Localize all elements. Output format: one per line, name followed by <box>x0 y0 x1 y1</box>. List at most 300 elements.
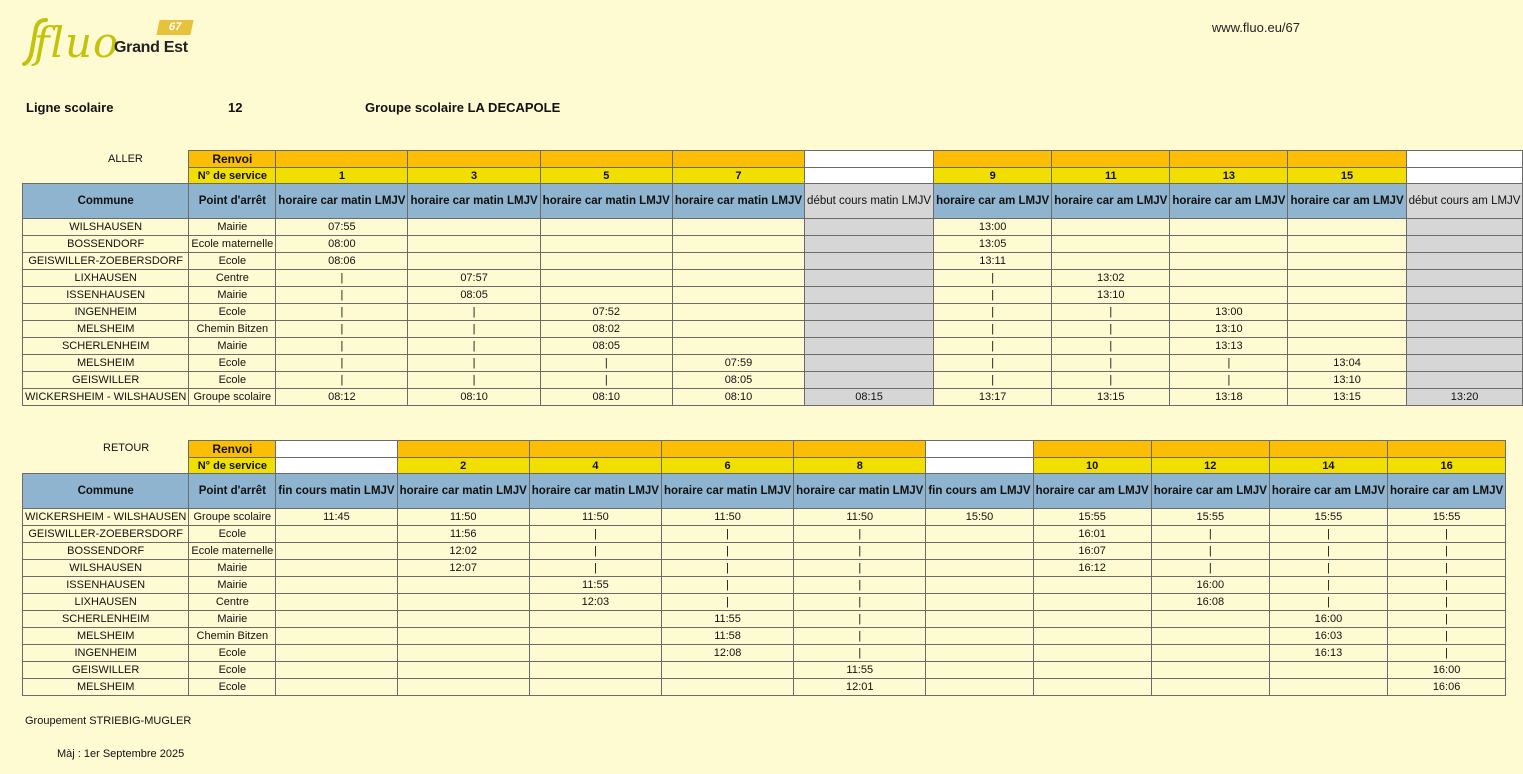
time-cell <box>805 304 934 321</box>
commune-cell: INGENHEIM <box>23 645 189 662</box>
arret-cell: Mairie <box>189 560 276 577</box>
time-cell <box>1033 577 1151 594</box>
table-row <box>23 236 1523 253</box>
time-cell <box>1033 645 1151 662</box>
arret-header: Point d'arrêt <box>189 184 276 219</box>
column-header: horaire car am LMJV <box>1269 474 1387 509</box>
time-cell <box>926 577 1033 594</box>
time-cell <box>276 628 397 645</box>
table-row <box>23 304 1523 321</box>
column-header: horaire car am LMJV <box>1033 474 1151 509</box>
time-cell: | <box>540 355 672 372</box>
service-row <box>23 458 1506 474</box>
time-cell: 16:03 <box>1269 628 1387 645</box>
time-cell <box>1288 304 1406 321</box>
time-cell: 11:50 <box>529 509 661 526</box>
time-cell: 15:55 <box>1388 509 1506 526</box>
time-cell: | <box>934 338 1052 355</box>
time-cell: 11:45 <box>276 509 397 526</box>
time-cell <box>1406 321 1523 338</box>
time-cell <box>805 321 934 338</box>
renvoi-cell <box>926 441 1033 458</box>
time-cell: | <box>1388 594 1506 611</box>
column-header: fin cours am LMJV <box>926 474 1033 509</box>
retour-title: RETOUR <box>103 442 150 454</box>
time-cell <box>1406 338 1523 355</box>
time-cell: 15:55 <box>1033 509 1151 526</box>
table-row <box>23 611 1506 628</box>
time-cell: | <box>934 304 1052 321</box>
time-cell: 16:08 <box>1151 594 1269 611</box>
column-header: horaire car matin LMJV <box>529 474 661 509</box>
table-row <box>23 645 1506 662</box>
arret-cell: Ecole <box>189 304 276 321</box>
time-cell: | <box>276 270 408 287</box>
time-cell <box>661 662 793 679</box>
time-cell: 07:55 <box>276 219 408 236</box>
time-cell <box>926 628 1033 645</box>
time-cell: | <box>1052 321 1170 338</box>
time-cell: 07:52 <box>540 304 672 321</box>
time-cell: 08:05 <box>408 287 540 304</box>
time-cell <box>1406 219 1523 236</box>
time-cell: 08:00 <box>276 236 408 253</box>
renvoi-cell <box>540 151 672 168</box>
arret-cell: Groupe scolaire <box>189 509 276 526</box>
time-cell: | <box>540 372 672 389</box>
time-cell <box>1406 270 1523 287</box>
time-cell: 15:50 <box>926 509 1033 526</box>
commune-cell: INGENHEIM <box>23 304 189 321</box>
time-cell: | <box>276 355 408 372</box>
time-cell <box>672 270 804 287</box>
column-header: horaire car am LMJV <box>1052 184 1170 219</box>
commune-cell: MELSHEIM <box>23 321 189 338</box>
commune-cell: WILSHAUSEN <box>23 560 189 577</box>
time-cell <box>529 611 661 628</box>
commune-cell: GEISWILLER <box>23 662 189 679</box>
time-cell: 16:00 <box>1269 611 1387 628</box>
table-row <box>23 321 1523 338</box>
time-cell: | <box>934 287 1052 304</box>
time-cell <box>1269 662 1387 679</box>
arret-cell: Mairie <box>189 219 276 236</box>
arret-cell: Centre <box>189 270 276 287</box>
time-cell <box>1288 219 1406 236</box>
time-cell <box>408 253 540 270</box>
time-cell: 11:58 <box>661 628 793 645</box>
time-cell <box>397 645 529 662</box>
time-cell: 16:12 <box>1033 560 1151 577</box>
time-cell: | <box>408 355 540 372</box>
time-cell: | <box>276 287 408 304</box>
service-number: 3 <box>408 168 540 184</box>
time-cell: 08:05 <box>672 372 804 389</box>
time-cell <box>1406 355 1523 372</box>
time-cell <box>276 526 397 543</box>
arret-cell: Ecole maternelle <box>189 236 276 253</box>
time-cell <box>540 287 672 304</box>
time-cell <box>276 577 397 594</box>
website-url[interactable]: www.fluo.eu/67 <box>1211 20 1300 35</box>
time-cell: | <box>529 526 661 543</box>
time-cell <box>926 594 1033 611</box>
time-cell: 16:00 <box>1151 577 1269 594</box>
time-cell <box>1406 253 1523 270</box>
table-row <box>23 628 1506 645</box>
arret-cell: Ecole <box>189 662 276 679</box>
time-cell <box>1170 219 1288 236</box>
time-cell: | <box>794 543 926 560</box>
time-cell: 15:55 <box>1151 509 1269 526</box>
time-cell: | <box>529 560 661 577</box>
fluo-logo <box>20 14 200 70</box>
time-cell: 08:10 <box>408 389 540 406</box>
arret-cell: Ecole <box>189 372 276 389</box>
service-number <box>276 458 397 474</box>
commune-cell: MELSHEIM <box>23 628 189 645</box>
time-cell: | <box>1388 577 1506 594</box>
column-header: horaire car am LMJV <box>1170 184 1288 219</box>
time-cell: | <box>529 543 661 560</box>
time-cell <box>1406 372 1523 389</box>
time-cell <box>1288 236 1406 253</box>
renvoi-cell <box>1406 151 1523 168</box>
time-cell <box>408 219 540 236</box>
header-row <box>23 184 1523 219</box>
time-cell: | <box>661 594 793 611</box>
service-number: 5 <box>540 168 672 184</box>
time-cell: 07:59 <box>672 355 804 372</box>
time-cell: 13:13 <box>1170 338 1288 355</box>
service-number: 12 <box>1151 458 1269 474</box>
renvoi-cell <box>276 151 408 168</box>
time-cell: | <box>1170 372 1288 389</box>
renvoi-cell <box>672 151 804 168</box>
service-number: 4 <box>529 458 661 474</box>
commune-cell: BOSSENDORF <box>23 543 189 560</box>
service-label: N° de service <box>189 168 276 184</box>
time-cell <box>805 372 934 389</box>
time-cell <box>408 236 540 253</box>
time-cell: | <box>1269 526 1387 543</box>
table-row <box>23 543 1506 560</box>
time-cell: | <box>1388 628 1506 645</box>
time-cell: | <box>934 355 1052 372</box>
time-cell <box>540 270 672 287</box>
column-header: horaire car matin LMJV <box>672 184 804 219</box>
time-cell <box>1288 253 1406 270</box>
renvoi-cell <box>805 151 934 168</box>
time-cell: | <box>934 321 1052 338</box>
time-cell <box>672 236 804 253</box>
commune-cell: GEISWILLER-ZOEBERSDORF <box>23 526 189 543</box>
service-number: 10 <box>1033 458 1151 474</box>
time-cell: | <box>1052 372 1170 389</box>
commune-cell: GEISWILLER-ZOEBERSDORF <box>23 253 189 270</box>
renvoi-cell <box>397 441 529 458</box>
arret-cell: Ecole <box>189 645 276 662</box>
commune-cell: WICKERSHEIM - WILSHAUSEN <box>23 509 189 526</box>
header-row <box>23 474 1506 509</box>
column-header: horaire car am LMJV <box>1288 184 1406 219</box>
time-cell <box>1170 236 1288 253</box>
service-number: 11 <box>1052 168 1170 184</box>
column-header: horaire car matin LMJV <box>276 184 408 219</box>
arret-cell: Ecole <box>189 526 276 543</box>
time-cell: | <box>1388 526 1506 543</box>
time-cell: | <box>1052 304 1170 321</box>
time-cell: 13:20 <box>1406 389 1523 406</box>
logo-badge: 67 <box>156 20 193 35</box>
arret-cell: Mairie <box>189 611 276 628</box>
aller-timetable <box>22 150 1523 406</box>
time-cell <box>540 253 672 270</box>
renvoi-cell <box>934 151 1052 168</box>
renvoi-cell <box>408 151 540 168</box>
time-cell: | <box>1151 560 1269 577</box>
time-cell <box>1052 219 1170 236</box>
column-header: horaire car matin LMJV <box>540 184 672 219</box>
commune-cell: WICKERSHEIM - WILSHAUSEN <box>23 389 189 406</box>
time-cell: 13:10 <box>1052 287 1170 304</box>
time-cell <box>926 662 1033 679</box>
table-row <box>23 253 1523 270</box>
renvoi-cell <box>1269 441 1387 458</box>
time-cell <box>1151 628 1269 645</box>
time-cell: 11:50 <box>397 509 529 526</box>
line-number: 12 <box>228 100 243 115</box>
arret-cell: Mairie <box>189 287 276 304</box>
time-cell: | <box>934 270 1052 287</box>
time-cell <box>926 679 1033 696</box>
time-cell: 08:06 <box>276 253 408 270</box>
service-number: 14 <box>1269 458 1387 474</box>
time-cell <box>276 611 397 628</box>
service-row <box>23 168 1523 184</box>
time-cell <box>1052 236 1170 253</box>
operator-group: Groupement STRIEBIG-MUGLER <box>25 715 192 727</box>
commune-cell: ISSENHAUSEN <box>23 577 189 594</box>
commune-cell: SCHERLENHEIM <box>23 338 189 355</box>
service-number: 8 <box>794 458 926 474</box>
renvoi-cell <box>276 441 397 458</box>
table-row <box>23 560 1506 577</box>
time-cell: 13:04 <box>1288 355 1406 372</box>
time-cell <box>397 662 529 679</box>
time-cell: | <box>1269 543 1387 560</box>
time-cell <box>1288 321 1406 338</box>
time-cell <box>672 219 804 236</box>
time-cell <box>1406 304 1523 321</box>
time-cell <box>397 611 529 628</box>
time-cell <box>672 253 804 270</box>
column-header: horaire car am LMJV <box>1151 474 1269 509</box>
time-cell <box>926 526 1033 543</box>
arret-cell: Chemin Bitzen <box>189 628 276 645</box>
time-cell: 12:03 <box>529 594 661 611</box>
time-cell: | <box>661 543 793 560</box>
arret-cell: Mairie <box>189 338 276 355</box>
time-cell: | <box>794 526 926 543</box>
time-cell <box>540 219 672 236</box>
service-number: 2 <box>397 458 529 474</box>
table-row <box>23 662 1506 679</box>
time-cell <box>276 679 397 696</box>
time-cell: | <box>1269 577 1387 594</box>
service-number: 7 <box>672 168 804 184</box>
column-header: horaire car am LMJV <box>1388 474 1506 509</box>
time-cell <box>1052 253 1170 270</box>
time-cell: 08:05 <box>540 338 672 355</box>
time-cell: 13:11 <box>934 253 1052 270</box>
renvoi-label: Renvoi <box>189 151 276 168</box>
retour-timetable <box>22 440 1506 696</box>
time-cell <box>672 321 804 338</box>
time-cell <box>1288 270 1406 287</box>
time-cell: 13:15 <box>1052 389 1170 406</box>
time-cell: | <box>661 577 793 594</box>
service-number: 1 <box>276 168 408 184</box>
time-cell <box>805 287 934 304</box>
table-row <box>23 287 1523 304</box>
renvoi-cell <box>1052 151 1170 168</box>
time-cell: 12:07 <box>397 560 529 577</box>
column-header: horaire car am LMJV <box>934 184 1052 219</box>
time-cell: | <box>661 526 793 543</box>
time-cell: 11:55 <box>661 611 793 628</box>
time-cell <box>1033 628 1151 645</box>
time-cell <box>1151 645 1269 662</box>
time-cell: 13:15 <box>1288 389 1406 406</box>
table-row <box>23 594 1506 611</box>
time-cell: 12:02 <box>397 543 529 560</box>
time-cell <box>805 219 934 236</box>
service-label: N° de service <box>189 458 276 474</box>
time-cell <box>805 355 934 372</box>
time-cell: | <box>408 372 540 389</box>
service-number: 6 <box>661 458 793 474</box>
update-date: Màj : 1er Septembre 2025 <box>57 748 185 760</box>
column-header: fin cours matin LMJV <box>276 474 397 509</box>
time-cell <box>1170 253 1288 270</box>
renvoi-cell <box>1151 441 1269 458</box>
time-cell <box>397 679 529 696</box>
time-cell: | <box>794 594 926 611</box>
renvoi-cell <box>1033 441 1151 458</box>
time-cell <box>397 594 529 611</box>
arret-cell: Chemin Bitzen <box>189 321 276 338</box>
aller-title: ALLER <box>108 153 143 165</box>
time-cell <box>1033 611 1151 628</box>
table-row <box>23 355 1523 372</box>
time-cell: 15:55 <box>1269 509 1387 526</box>
time-cell <box>529 628 661 645</box>
time-cell <box>805 338 934 355</box>
renvoi-cell <box>661 441 793 458</box>
column-header: début cours matin LMJV <box>805 184 934 219</box>
time-cell: | <box>408 338 540 355</box>
time-cell: | <box>1170 355 1288 372</box>
time-cell <box>805 270 934 287</box>
time-cell <box>1170 270 1288 287</box>
table-row <box>23 577 1506 594</box>
renvoi-cell <box>529 441 661 458</box>
column-header: horaire car matin LMJV <box>408 184 540 219</box>
time-cell <box>276 594 397 611</box>
commune-cell: LIXHAUSEN <box>23 594 189 611</box>
time-cell: 11:55 <box>529 577 661 594</box>
time-cell <box>529 645 661 662</box>
school-group: Groupe scolaire LA DECAPOLE <box>365 100 561 115</box>
time-cell: | <box>794 611 926 628</box>
commune-cell: SCHERLENHEIM <box>23 611 189 628</box>
time-cell <box>1406 236 1523 253</box>
time-cell: | <box>1269 594 1387 611</box>
time-cell: 08:02 <box>540 321 672 338</box>
time-cell: 16:13 <box>1269 645 1387 662</box>
time-cell <box>1033 679 1151 696</box>
time-cell: | <box>408 321 540 338</box>
time-cell <box>1288 287 1406 304</box>
time-cell: | <box>408 304 540 321</box>
time-cell <box>276 543 397 560</box>
time-cell: 16:07 <box>1033 543 1151 560</box>
table-row <box>23 372 1523 389</box>
time-cell <box>1170 287 1288 304</box>
time-cell: 13:10 <box>1288 372 1406 389</box>
time-cell: | <box>1388 543 1506 560</box>
commune-cell: LIXHAUSEN <box>23 270 189 287</box>
time-cell: 16:01 <box>1033 526 1151 543</box>
time-cell: 08:12 <box>276 389 408 406</box>
time-cell: | <box>1151 526 1269 543</box>
service-number: 16 <box>1388 458 1506 474</box>
time-cell: 07:57 <box>408 270 540 287</box>
commune-cell: WILSHAUSEN <box>23 219 189 236</box>
time-cell: | <box>794 577 926 594</box>
time-cell: | <box>276 338 408 355</box>
time-cell <box>276 662 397 679</box>
time-cell <box>1406 287 1523 304</box>
time-cell: 08:15 <box>805 389 934 406</box>
arret-cell: Ecole <box>189 253 276 270</box>
commune-cell: BOSSENDORF <box>23 236 189 253</box>
time-cell: | <box>1269 560 1387 577</box>
commune-cell: MELSHEIM <box>23 679 189 696</box>
renvoi-row <box>23 151 1523 168</box>
time-cell <box>926 611 1033 628</box>
time-cell: | <box>1388 611 1506 628</box>
time-cell: 12:01 <box>794 679 926 696</box>
time-cell: 13:18 <box>1170 389 1288 406</box>
time-cell: 13:17 <box>934 389 1052 406</box>
time-cell <box>661 679 793 696</box>
arret-header: Point d'arrêt <box>189 474 276 509</box>
time-cell <box>926 543 1033 560</box>
time-cell: 13:00 <box>934 219 1052 236</box>
service-number: 9 <box>934 168 1052 184</box>
time-cell <box>1033 662 1151 679</box>
time-cell: | <box>934 372 1052 389</box>
logo-brand: Grand Est <box>114 39 188 56</box>
time-cell <box>276 560 397 577</box>
service-number <box>926 458 1033 474</box>
time-cell: 12:08 <box>661 645 793 662</box>
time-cell <box>397 577 529 594</box>
time-cell <box>926 560 1033 577</box>
logo-word: fluo <box>34 18 120 67</box>
